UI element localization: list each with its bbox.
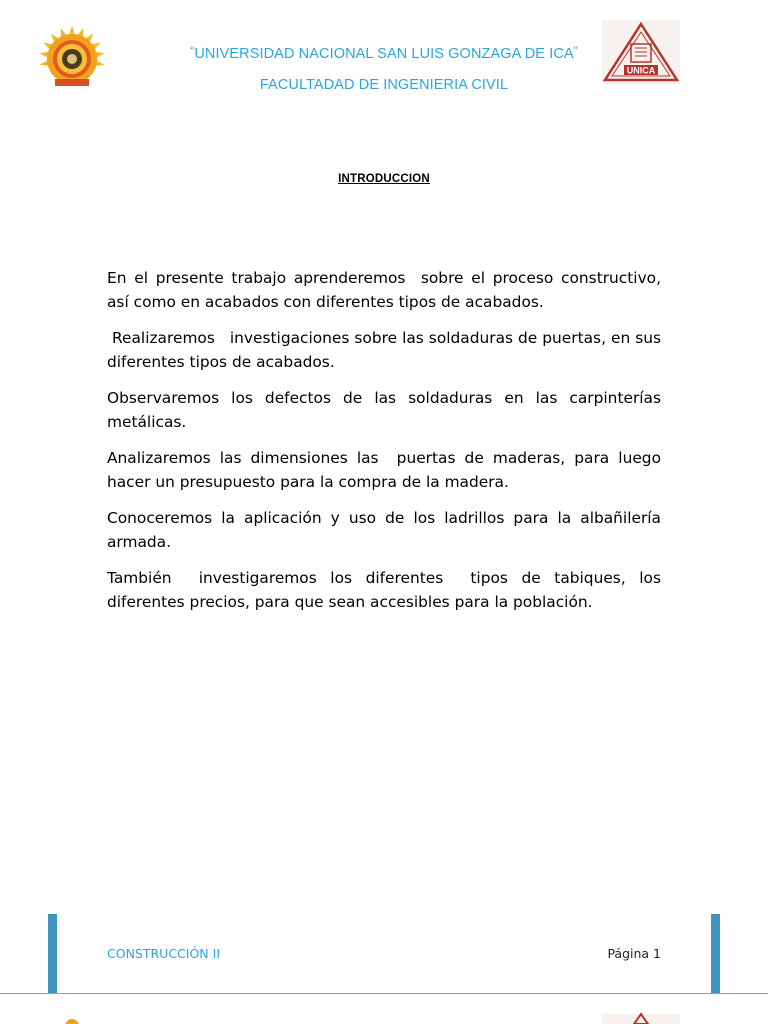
page-divider — [0, 993, 768, 994]
footer-page-number: Página 1 — [607, 946, 661, 961]
next-page-logo-fragment — [602, 1010, 680, 1024]
university-name — [0, 44, 768, 62]
paragraph-6: También investigaremos los diferentes tipos de tabiques, los diferentes precios, para que sean accesibles para la población. — [107, 569, 666, 611]
paragraph-3: Observaremos los defectos de las soldaduras en las carpinterías metálicas. — [107, 389, 666, 431]
next-page-seal-fragment — [60, 1018, 84, 1024]
open-quote: “ — [190, 44, 195, 58]
close-quote: ” — [573, 44, 578, 58]
paragraph-4: Analizaremos las dimensiones las puertas de maderas, para luego hacer un presupuesto para la compra de la madera. — [107, 449, 666, 491]
footer-left-bar — [48, 914, 57, 993]
paragraph-5: Conoceremos la aplicación y uso de los ladrillos para la albañilería armada. — [107, 509, 666, 551]
paragraph-1: En el presente trabajo aprenderemos sobre el proceso constructivo, así como en acabados con diferentes tipos de acabados. — [107, 269, 666, 311]
footer-course-name: CONSTRUCCIÓN II — [107, 946, 221, 961]
paragraph-2: Realizaremos investigaciones sobre las soldaduras de puertas, en sus diferentes tipos de acabados. — [107, 329, 666, 371]
body-text — [107, 266, 666, 626]
university-name-text: UNIVERSIDAD NACIONAL SAN LUIS GONZAGA DE ICA — [194, 46, 574, 62]
faculty-name: FACULTADAD DE INGENIERIA CIVIL — [259, 77, 509, 93]
footer-right-bar — [711, 914, 720, 993]
svg-text:UNICA: UNICA — [626, 65, 656, 76]
section-title: INTRODUCCION — [338, 173, 430, 185]
